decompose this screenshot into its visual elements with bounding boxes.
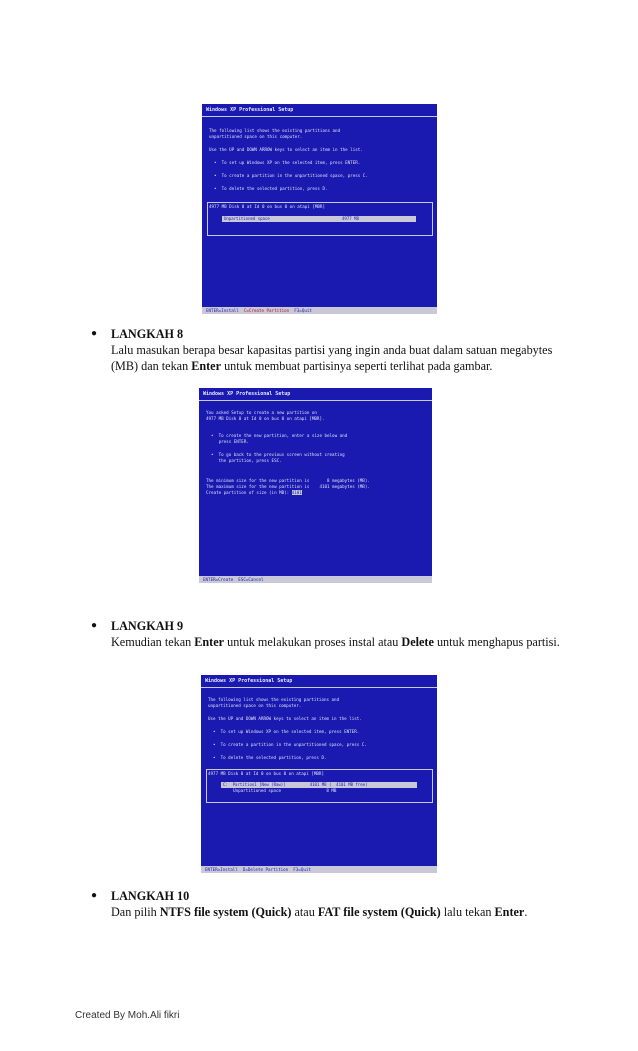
footer-quit: F3=Quit [294,308,312,313]
partition-row: Unpartitioned space 8 MB [223,788,337,793]
setup-line: 4977 MB Disk 0 at Id 0 on bus 0 on atapi [MBR]. [206,416,325,421]
footer-install: ENTER=Install [206,308,239,313]
disk-line: 4977 MB Disk 0 at Id 0 on bus 0 on atapi [MBR] [208,771,324,776]
setup-header: Windows XP Professional Setup [199,388,432,401]
size-line: The minimum size for the new partition is 8 megabytes (MB). [206,478,370,483]
setup-line: Use the UP and DOWN ARROW keys to select an item in the list. [208,716,362,721]
setup-line: The following list shows the existing partitions and [209,128,341,133]
setup-header: Windows XP Professional Setup [201,675,437,688]
row-size: 4977 MB [342,216,359,221]
size-line: The maximum size for the new partition is 4101 megabytes (MB). [206,484,370,489]
step-body: Lalu masukan berapa besar kapasitas partisi yang ingin anda buat dalam satuan megabytes (MB) dan tekan Enter untuk membuat partisinya seperti terlihat pada gambar. [111,343,553,373]
step-9 [91,618,571,650]
footer-delete: D=Delete Partition [242,867,289,872]
setup-line: • To delete the selected partition, press D. [209,186,328,191]
setup-line: • To create a partition in the unpartitioned space, press C. [208,742,367,747]
disk-line: 4977 MB Disk 0 at Id 0 on bus 0 on atapi [MBR] [209,204,325,209]
setup-header: Windows XP Professional Setup [202,104,437,117]
step-title: LANGKAH 10 [111,889,190,903]
setup-line: press ENTER. [206,439,249,444]
document-credit: Created By Moh.Ali fikri [75,1010,180,1021]
step-title: LANGKAH 9 [111,619,184,633]
setup-line: the partition, press ESC. [206,458,282,463]
bullet-icon: ● [91,620,98,631]
setup-footer [202,307,437,314]
step-body: Dan pilih NTFS file system (Quick) atau FAT file system (Quick) lalu tekan Enter. [111,905,528,919]
partition-row-selected: C: Partition1 [New (Raw)] 4101 MB ( 4101 MB free) [221,782,417,788]
setup-line: • To delete the selected partition, press D. [208,755,327,760]
setup-line: unpartitioned space on this computer. [208,703,302,708]
step-10 [91,888,591,920]
footer-quit: F3=Quit [293,867,311,872]
partition-row-selected [222,216,416,222]
setup-line: • To go back to the previous screen without creating [206,452,345,457]
setup-line: • To create a partition in the unpartitioned space, press C. [209,173,368,178]
setup-line: Use the UP and DOWN ARROW keys to select an item in the list. [209,147,363,152]
size-prompt: Create partition of size (in MB): 4101 [206,490,302,495]
step-8 [91,326,571,374]
setup-screenshot-1 [202,104,437,314]
setup-line: The following list shows the existing partitions and [208,697,340,702]
footer-create: C=Create Partition [243,308,290,313]
setup-line: You asked Setup to create a new partition on [206,410,317,415]
setup-line: • To set up Windows XP on the selected item, press ENTER. [208,729,360,734]
setup-footer: ENTER=Create ESC=Cancel [199,576,432,583]
setup-screenshot-2 [199,388,432,583]
step-body: Kemudian tekan Enter untuk melakukan proses instal atau Delete untuk menghapus partisi. [111,635,560,649]
footer-install: ENTER=Install [205,867,238,872]
step-title: LANGKAH 8 [111,327,184,341]
setup-footer [201,866,437,873]
setup-screenshot-3 [201,675,437,873]
size-input[interactable]: 4101 [291,490,302,495]
setup-line: unpartitioned space on this computer. [209,134,303,139]
row-label: Unpartitioned space [224,216,270,221]
bullet-icon: ● [91,328,98,339]
setup-line: • To set up Windows XP on the selected item, press ENTER. [209,160,361,165]
bullet-icon: ● [91,890,98,901]
setup-line: • To create the new partition, enter a size below and [206,433,348,438]
